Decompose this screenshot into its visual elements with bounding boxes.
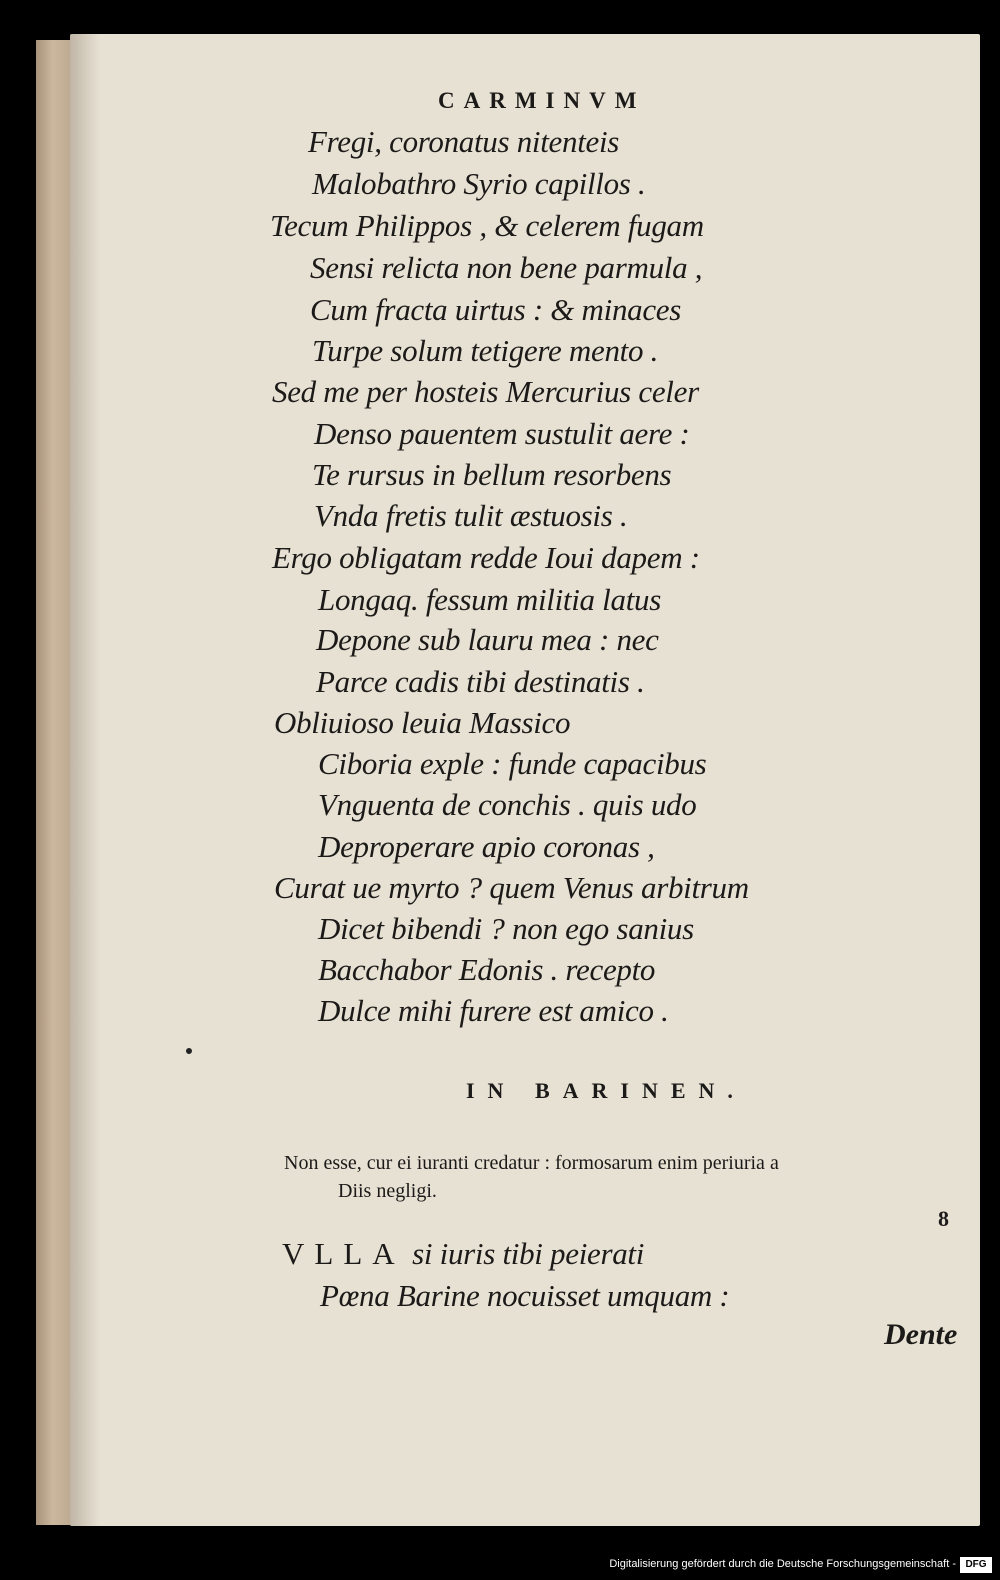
verse-line: Depone sub lauru mea : nec [316,622,659,657]
initial-capitals: VLLA [282,1236,405,1271]
verse-line: Sed me per hosteis Mercurius celer [272,374,699,409]
verse-line: Cum fracta uirtus : & minaces [310,292,682,327]
footer-bar [0,1553,1000,1580]
verse-line: Bacchabor Edonis . recepto [318,952,656,987]
running-header: CARMINVM [438,88,646,113]
argument-line: Diis negligi. [338,1180,437,1202]
verse-line: Dicet bibendi ? non ego sanius [318,911,694,946]
funding-credit: Digitalisierung gefördert durch die Deutsche Forschungsgemeinschaft - [609,1558,956,1570]
poem-title: IN BARINEN. [466,1078,746,1103]
verse-line: Obliuioso leuia Massico [274,705,571,740]
dfg-logo: DFG [960,1557,992,1573]
ode-number: 8 [938,1206,949,1231]
verse-line: Vnguenta de conchis . quis udo [318,787,697,822]
verse-line: Turpe solum tetigere mento . [312,333,659,368]
verse-line: Sensi relicta non bene parmula , [310,250,703,285]
verse-line: Pœna Barine nocuisset umquam : [320,1278,730,1313]
verse-line-rest: si iuris tibi peierati [412,1236,645,1271]
catchword: Dente [884,1318,958,1351]
verse-line: Te rursus in bellum resorbens [312,457,672,492]
verse-line: Curat ue myrto ? quem Venus arbitrum [274,870,749,905]
verse-line: Tecum Philippos , & celerem fugam [270,208,704,243]
verse-line: Malobathro Syrio capillos . [312,166,646,201]
verse-line: Ergo obligatam redde Ioui dapem : [272,540,700,575]
verse-line: Denso pauentem sustulit aere : [314,416,690,451]
verse-line: Dulce mihi furere est amico . [318,993,669,1028]
verse-line: Vnda fretis tulit æstuosis . [314,498,628,533]
verse-line: Ciboria exple : funde capacibus [318,746,707,781]
verse-line: Fregi, coronatus nitenteis [308,124,620,159]
verse-line: Longaq. fessum militia latus [318,582,661,617]
verse-line: Deproperare apio coronas , [318,829,655,864]
verse-line: Parce cadis tibi destinatis . [316,664,645,699]
ink-speck [186,1048,192,1054]
argument-line: Non esse, cur ei iuranti credatur : formosarum enim periuria a [284,1152,779,1174]
verse-line [282,1236,644,1272]
